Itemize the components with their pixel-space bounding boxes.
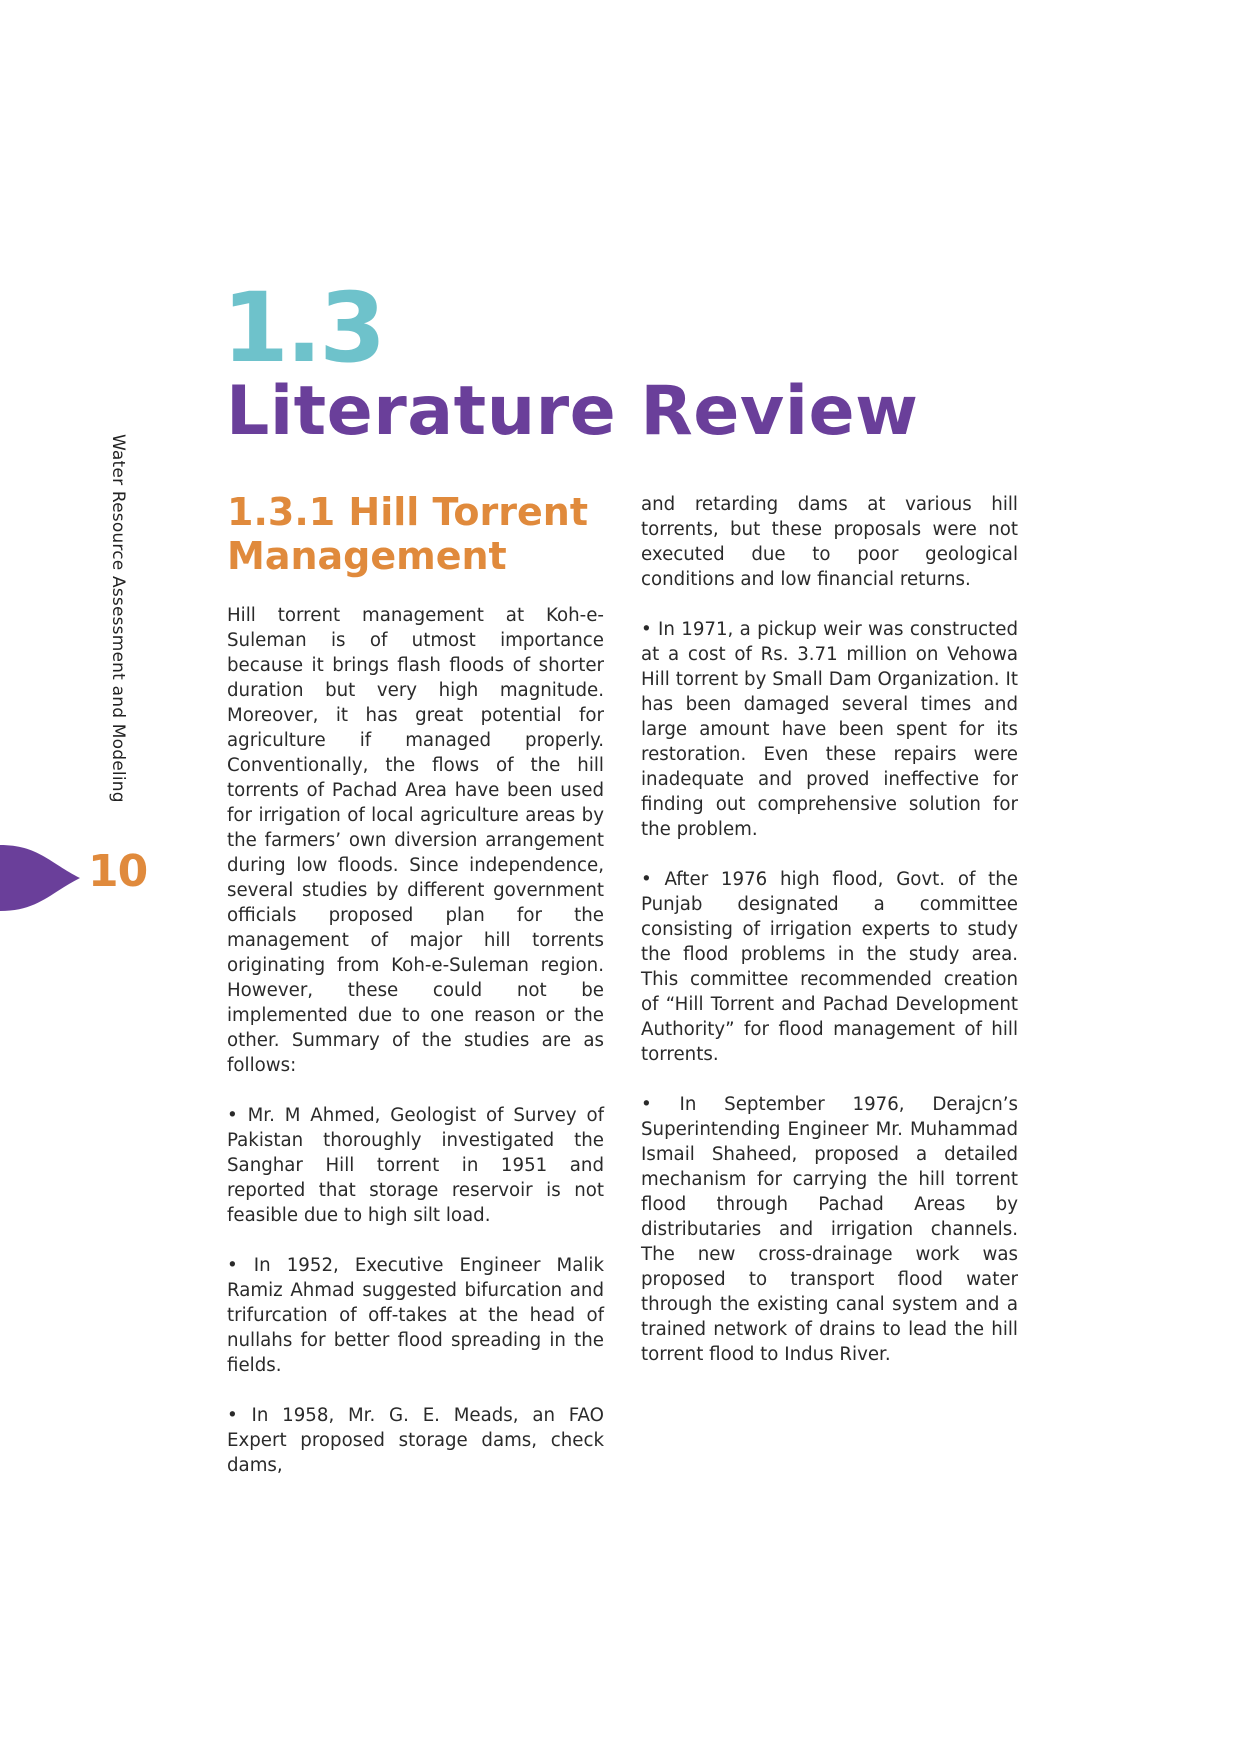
body-paragraph: and retarding dams at various hill torrents, but these proposals were not executed due to poor geological conditions and low financial returns. (641, 494, 1018, 590)
bullet-paragraph: • After 1976 high flood, Govt. of the Punjab designated a committee consisting of irrigation experts to study the flood problems in the study area. This committee recommended creation of “Hill Torrent and Pachad Development Authority” for flood management of hill torrents. (641, 869, 1018, 1065)
section-title: Literature Review (226, 372, 919, 451)
right-column (641, 492, 1018, 1367)
bullet-paragraph: • Mr. M Ahmed, Geologist of Survey of Pakistan thoroughly investigated the Sanghar Hill torrent in 1951 and reported that storage reservoir is not feasible due to high silt load. (227, 1105, 604, 1226)
section-number: 1.3 (222, 272, 384, 384)
left-column (227, 490, 604, 1478)
body-paragraph: Hill torrent management at Koh-e-Suleman is of utmost importance because it brings flash floods of shorter duration but very high magnitude. Moreover, it has great potential for agriculture if managed properly. Conventionally, the flows of the hill torrents of Pachad Area have been used for irrigation of local agriculture areas by the farmers’ own diversion arrangement during low floods. Since independence, several studies by different government officials proposed plan for the management of major hill torrents originating from Koh-e-Suleman region. However, these could not be implemented due to one reason or the other. Summary of the studies are as follows: (227, 605, 604, 1076)
running-header-title: Water Resource Assessment and Modeling (108, 434, 128, 803)
subsection-heading: 1.3.1 Hill Torrent Management (227, 490, 588, 578)
page-number: 10 (88, 846, 148, 897)
bullet-paragraph: • In 1952, Executive Engineer Malik Ramiz Ahmad suggested bifurcation and trifurcation of off-takes at the head of nullahs for better flood spreading in the fields. (227, 1255, 604, 1376)
bullet-paragraph: • In 1958, Mr. G. E. Meads, an FAO Expert proposed storage dams, check dams, (227, 1405, 604, 1476)
page-marker-drop-icon (0, 845, 80, 911)
bullet-paragraph: • In 1971, a pickup weir was constructed at a cost of Rs. 3.71 million on Vehowa Hill torrent by Small Dam Organization. It has been damaged several times and large amount have been spent for its restoration. Even these repairs were inadequate and proved ineffective for finding out comprehensive solution for the problem. (641, 619, 1018, 840)
bullet-paragraph: • In September 1976, Derajcn’s Superintending Engineer Mr. Muhammad Ismail Shaheed, proposed a detailed mechanism for carrying the hill torrent flood through Pachad Areas by distributaries and irrigation channels. The new cross-drainage work was proposed to transport flood water through the existing canal system and a trained network of drains to lead the hill torrent flood to Indus River. (641, 1094, 1018, 1365)
drop-shape (0, 845, 80, 911)
